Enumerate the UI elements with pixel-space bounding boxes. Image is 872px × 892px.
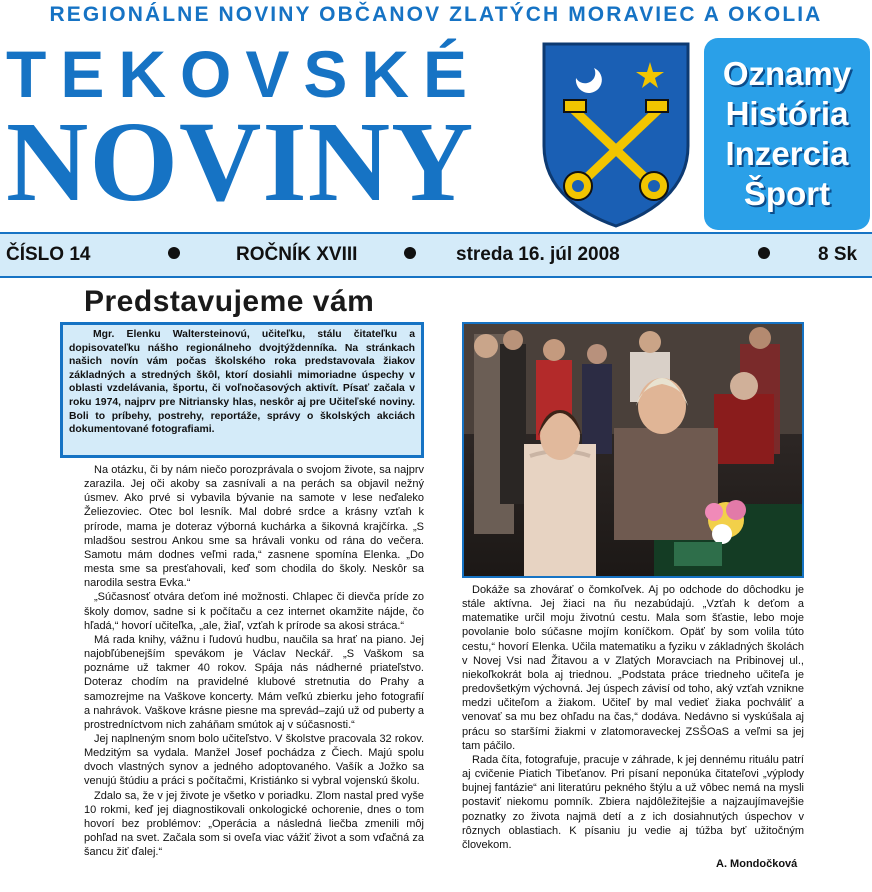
newspaper-title-line2: NOVINY: [6, 98, 475, 225]
issue-info-bar: [0, 232, 872, 278]
separator-dot: [168, 247, 180, 259]
coat-of-arms-keys-icon: [538, 38, 694, 230]
issue-number: ČÍSLO 14: [6, 244, 91, 265]
article-paragraph: „Súčasnosť otvára deťom iné možnosti. Chlapec či dievča príde zo školy domov, sadne si k počítaču a cez internet okamžite nájde, čo hľadá,“ hovorí učiteľka, „ale, žiaľ, vzťah k prírode sa akosi stráca.“: [84, 591, 424, 632]
article-left-column: [84, 463, 424, 859]
article-photo: [462, 322, 804, 578]
article-paragraph: Rada číta, fotografuje, pracuje v záhrade, k jej dennému rituálu patrí aj cvičenie Piatich Tibeťanov. Pri písaní neponúka čitateľovi „výplody bujnej fantázie“ ani literatúru pekného štýlu a už vôbec nemá na mysli postaviť niekomu pomník. Zbiera najdôležitejšie a najzaujímavejšie poznatky zo života najmä detí a z ich dosiahnutých úspechov v rôznych oblastiach. K písaniu ju vedie aj túžba byť užitočným človekom.: [462, 753, 804, 851]
article-intro-box: [60, 322, 424, 458]
issue-date: streda 16. júl 2008: [456, 244, 620, 265]
separator-dot: [404, 247, 416, 259]
section-sport: Šport: [743, 175, 831, 212]
article-right-column: [462, 583, 804, 852]
article-paragraph: Dokáže sa zhovárať o čomkoľvek. Aj po odchode do dôchodku je stále aktívna. Jej žiaci na ňu nezabúdajú. „Vzťah k deťom a matematike určil moju životnú cestu. Mala som šťastie, lebo moje povolanie bolo súčasne mojím koníčkom. Opäť by som volila túto cestu,“ hovorí Elenka. Učila matematiku a fyziku v základných školách v Novej Vsi nad Žitavou a v Zlatých Moravciach na Pribinovej ul., niekoľkokrát bola aj triednou. „Podstata práce triedneho učiteľa je predovšetkým výchovná. Jej úspech závisí od toho, aký vzťah vznikne medzi učiteľom a žiakom. Učiteľ by mal vedieť žiaka pochváliť a venovať sa mu bez ohľadu na čas,“ dodáva. Nedávno si vyskúšala aj prácu so staršími žiakmi v zlatomoraveckej ZSŠOaS a veľmi sa jej tam páčilo.: [462, 584, 804, 752]
article-paragraph: Jej naplneným snom bolo učiteľstvo. V školstve pracovala 32 rokov. Medzitým sa vydala. Manžel Josef pochádza z Čiech. Majú spolu dvoch vlastných synov a jedného adoptovaného. Vašík a Jožko sa venujú štúdiu a práci s počítačmi, Kristiánko si vybral vojenskú školu.: [84, 732, 424, 788]
separator-dot: [758, 247, 770, 259]
issue-volume: ROČNÍK XVIII: [236, 244, 358, 265]
article-paragraph: Má rada knihy, vážnu i ľudovú hudbu, naučila sa hrať na piano. Jej najobľúbenejším spevákom je Václav Neckář. „S Vaškom sa poznáme už takmer 40 rokov. Spája nás nádherné priateľstvo. Doteraz chodím na pravidelné klubové stretnutia do Prahy a samozrejme na Vaškove koncerty. Mám veľkú zbierku jeho fotografií a nahrávok. Vaškove krásne piesne ma sprevád–zajú už od puberty a prostredníctvom nich zaháňam smútok aj v súčasnosti.“: [84, 633, 424, 731]
section-oznamy: Oznamy: [722, 55, 852, 92]
article-author: A. Mondočková: [716, 858, 798, 870]
issue-price: 8 Sk: [818, 244, 858, 265]
sections-box: [704, 38, 870, 230]
article-headline: Predstavujeme vám: [84, 285, 375, 318]
masthead-tagline: REGIONÁLNE NOVINY OBČANOV ZLATÝCH MORAVIEC A OKOLIA: [49, 3, 823, 26]
newspaper-title-line1: TEKOVSKÉ: [6, 37, 482, 111]
article-intro: Mgr. Elenku Waltersteinovú, učiteľku, stálu čitateľku a dopisovateľku nášho regionálneho dvojtýždenníka. Na stránkach našich novín vám počas školského roka predstavovala žiakov základných a stredných škôl, ktorí dosiahli mimoriadne úspechy v oblasti vzdelávania, športu, či voľnočasových aktivít. Písať začala v roku 1974, najprv pre Nitriansky hlas, neskôr aj pre Učiteľské noviny. Boli to príbehy, postrehy, reportáže, správy o školských akciách dokumentované fotografiami.: [69, 329, 415, 436]
section-inzercia: Inzercia: [725, 135, 849, 172]
article-paragraph: Na otázku, či by nám niečo porozprávala o svojom živote, sa najprv zarazila. Jej oči akoby sa zasnívali a na perách sa objavil nežný úsmev. Ako prvé si vybavila bývanie na samote v lese neďaleko Želiezoviec. Otec bol lesník. Mal dobré srdce a krásny vzťah k prírode, mama je doteraz výborná kuchárka a šikovná krajčírka. „S mladšou sestrou Ankou sme sa hrávali vonku od rána do večera. Samotu mám dodnes veľmi rada,“ zasnene spomína Elenka. „Do mesta sme sa presťahovali, keď som chodila do školy. Neskôr sa narodila sestra Evka.“: [84, 464, 424, 590]
article-paragraph: Zdalo sa, že v jej živote je všetko v poriadku. Zlom nastal pred vyše 10 rokmi, keď jej diagnostikovali onkologické ochorenie, dnes o tom hovorí bez problémov: „Operácia a následná liečba zmenili môj pohľad na svet. Začala som si oveľa viac vážiť život a som vďačná za šancu žiť ďalej.“: [84, 789, 424, 859]
section-historia: História: [725, 95, 849, 132]
masthead-tagline-band: [0, 0, 872, 34]
